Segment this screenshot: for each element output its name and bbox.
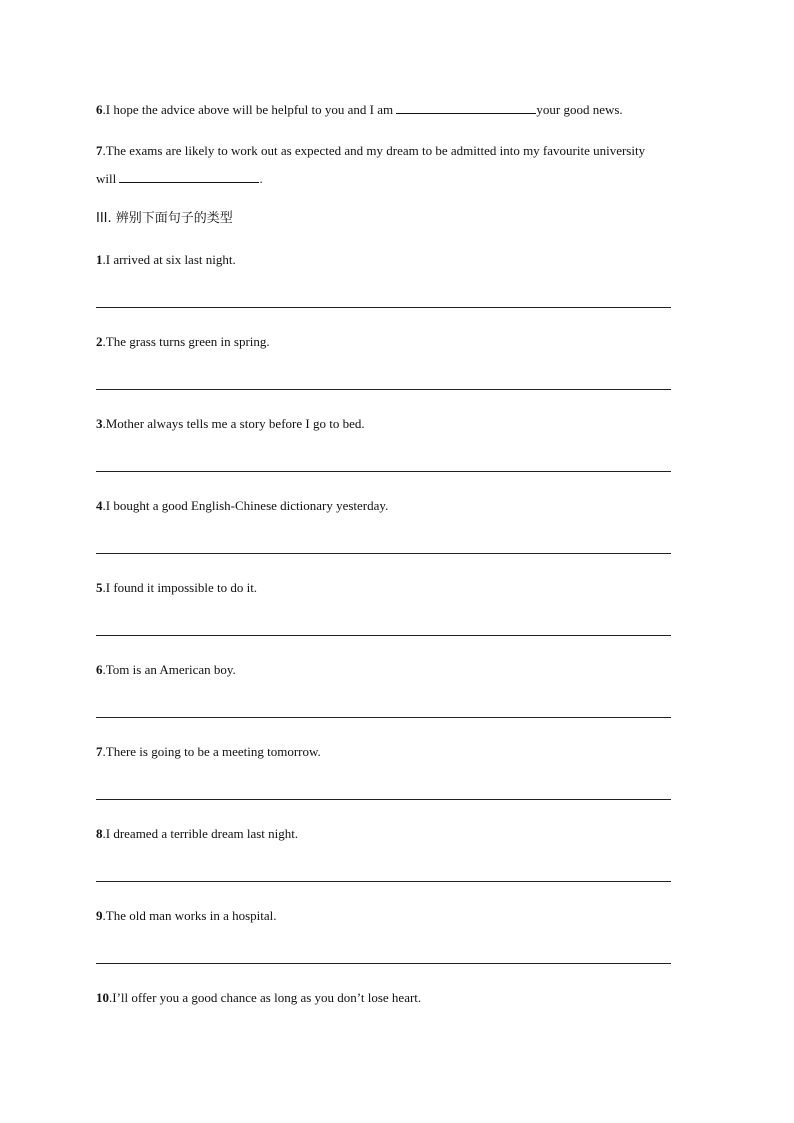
item-number: 6: [96, 102, 103, 117]
item-text: .I’ll offer you a good chance as long as you don’t lose heart.: [109, 990, 422, 1005]
item-number: 2: [96, 334, 103, 349]
item-text-before: .I hope the advice above will be helpful to you and I am: [102, 102, 397, 117]
carryover-item-7-line1: [96, 142, 645, 160]
answer-line[interactable]: [96, 635, 671, 636]
item-text: .I bought a good English-Chinese dictionary yesterday.: [102, 498, 389, 513]
question-item: [96, 251, 236, 269]
item-number: 1: [96, 252, 103, 267]
item-text-before: will: [96, 171, 120, 186]
question-item: [96, 497, 388, 515]
item-number: 5: [96, 580, 103, 595]
item-number: 3: [96, 416, 103, 431]
item-text: .The exams are likely to work out as expected and my dream to be admitted into my favourite university: [102, 143, 646, 158]
item-text: .The old man works in a hospital.: [102, 908, 277, 923]
item-text: .Tom is an American boy.: [102, 662, 236, 677]
fill-blank[interactable]: [119, 170, 259, 183]
question-item: [96, 743, 321, 761]
item-number: 10: [96, 990, 109, 1005]
answer-line[interactable]: [96, 717, 671, 718]
carryover-item-6: [96, 101, 623, 119]
item-number: 4: [96, 498, 103, 513]
item-text-after: .: [259, 171, 263, 186]
item-text: .There is going to be a meeting tomorrow.: [102, 744, 321, 759]
question-item: [96, 661, 236, 679]
item-number: 6: [96, 662, 103, 677]
item-number: 7: [96, 143, 103, 158]
fill-blank[interactable]: [396, 101, 536, 114]
section-heading: III. 辨别下面句子的类型: [96, 211, 233, 226]
question-item: [96, 415, 365, 433]
answer-line[interactable]: [96, 799, 671, 800]
answer-line[interactable]: [96, 963, 671, 964]
item-number: 9: [96, 908, 103, 923]
item-text: .I found it impossible to do it.: [102, 580, 258, 595]
answer-line[interactable]: [96, 881, 671, 882]
item-text: .I arrived at six last night.: [102, 252, 236, 267]
item-text-after: your good news.: [536, 102, 623, 117]
question-item: [96, 333, 270, 351]
item-text: .I dreamed a terrible dream last night.: [102, 826, 299, 841]
carryover-item-7-line2: [96, 170, 263, 188]
item-text: .The grass turns green in spring.: [102, 334, 270, 349]
question-item: [96, 907, 277, 925]
answer-line[interactable]: [96, 389, 671, 390]
question-item: [96, 825, 298, 843]
question-item: [96, 989, 421, 1007]
item-text: .Mother always tells me a story before I go to bed.: [102, 416, 365, 431]
item-number: 8: [96, 826, 103, 841]
answer-line[interactable]: [96, 307, 671, 308]
answer-line[interactable]: [96, 553, 671, 554]
question-item: [96, 579, 257, 597]
item-number: 7: [96, 744, 103, 759]
answer-line[interactable]: [96, 471, 671, 472]
